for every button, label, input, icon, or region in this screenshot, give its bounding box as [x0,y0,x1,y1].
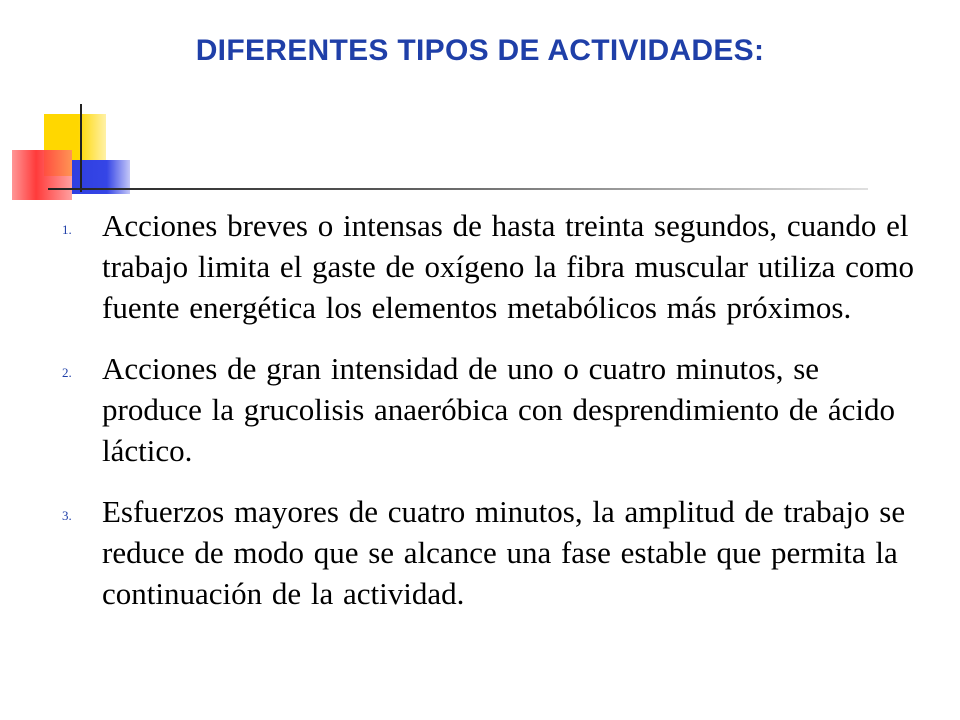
list-item-text: Esfuerzos mayores de cuatro minutos, la amplitud de trabajo se reduce de modo que se alcance una fase estable que permita la continuación de la actividad. [102,494,906,611]
list-item [62,491,922,614]
vertical-divider [80,104,82,192]
list-item-text: Acciones breves o intensas de hasta treinta segundos, cuando el trabajo limita el gaste de oxígeno la fibra muscular utiliza como fuente energética los elementos metabólicos más próximos. [102,208,914,325]
list-item [62,348,922,471]
list-item-text: Acciones de gran intensidad de uno o cuatro minutos, se produce la grucolisis anaeróbica con desprendimiento de ácido láctico. [102,351,896,468]
list-number: 2. [62,365,72,380]
list-item [62,205,922,328]
list-number: 3. [62,508,72,523]
slide-title: DIFERENTES TIPOS DE ACTIVIDADES: [195,34,765,67]
activity-list [62,205,922,634]
decorative-logo [0,100,140,200]
horizontal-divider [48,188,868,190]
red-square [12,150,72,200]
list-number: 1. [62,222,72,237]
